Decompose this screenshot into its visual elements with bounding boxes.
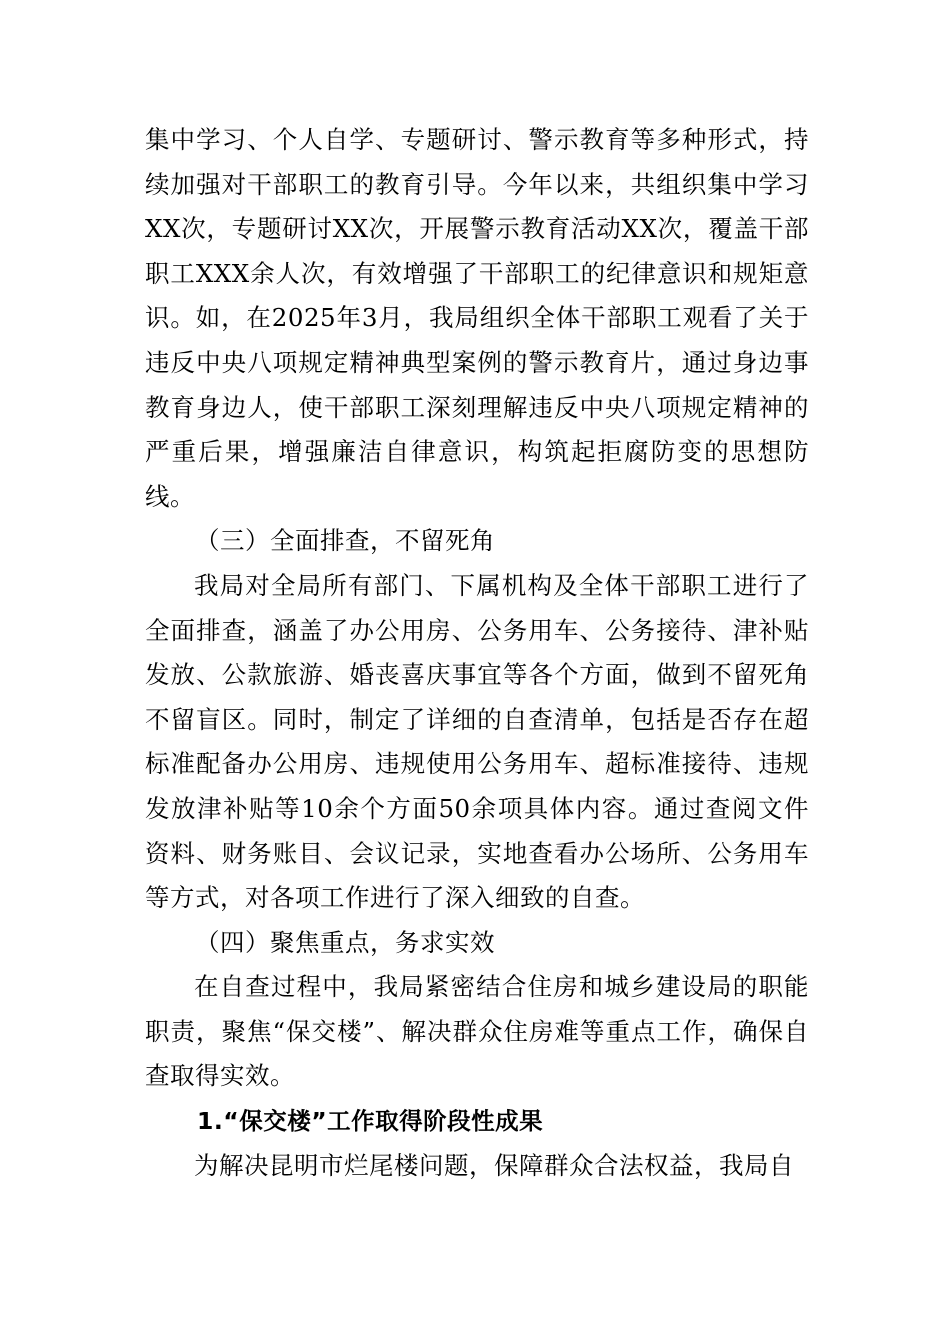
- section-heading-4: （四）聚焦重点，务求实效: [195, 927, 495, 957]
- paragraph-focus: 在自查过程中，我局紧密结合住房和城乡建设局的职能职责，聚焦“保交楼”、解决群众住房难等重点工作，确保自查取得实效。: [145, 972, 809, 1091]
- section-heading-3: （三）全面排查，不留死角: [195, 526, 495, 556]
- paragraph-inspection: 我局对全局所有部门、下属机构及全体干部职工进行了全面排查，涵盖了办公用房、公务用车、公务接待、津补贴发放、公款旅游、婚丧喜庆事宜等各个方面，做到不留死角不留盲区。同时，制定了详细的自查清单，包括是否存在超标准配备办公用房、违规使用公务用车、超标准接待、违规发放津补贴等10余个方面50余项具体内容。通过查阅文件资料、财务账目、会议记录，实地查看办公场所、公务用车等方式，对各项工作进行了深入细致的自查。: [145, 570, 809, 913]
- paragraph-baojiaolou: 为解决昆明市烂尾楼问题，保障群众合法权益，我局自: [194, 1150, 794, 1180]
- subsection-heading-1: 1.“保交楼”工作取得阶段性成果: [197, 1107, 544, 1136]
- paragraph-education: 集中学习、个人自学、专题研讨、警示教育等多种形式，持续加强对干部职工的教育引导。今年以来，共组织集中学习XX次，专题研讨XX次，开展警示教育活动XX次，覆盖干部职工XXX余人次，有效增强了干部职工的纪律意识和规矩意识。如，在2025年3月，我局组织全体干部职工观看了关于违反中央八项规定精神典型案例的警示教育片，通过身边事教育身边人，使干部职工深刻理解违反中央八项规定精神的严重后果，增强廉洁自律意识，构筑起拒腐防变的思想防线。: [145, 125, 809, 511]
- document-body: [145, 118, 809, 1188]
